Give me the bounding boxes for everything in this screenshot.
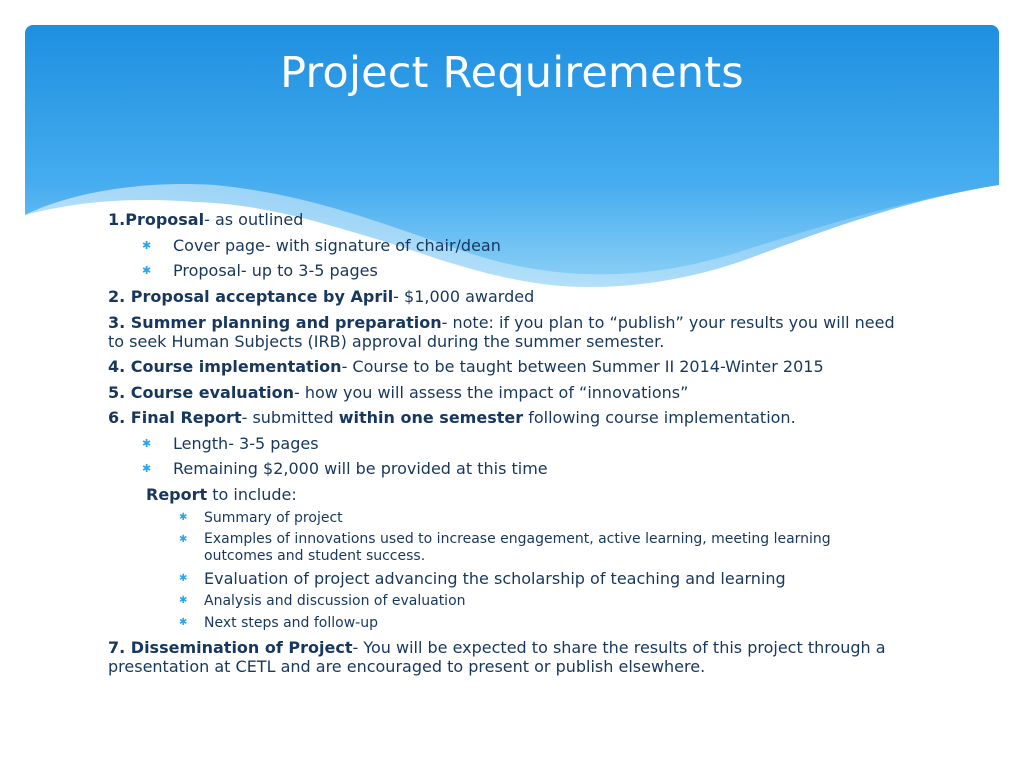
item-heading: 5. Course evaluation bbox=[108, 382, 295, 402]
item-text: - note: if you plan to “publish” your results you will need to seek Human Subjects (IRB) approval during the summer semester. bbox=[108, 313, 895, 351]
item-heading: 7. Dissemination of Project bbox=[108, 638, 353, 657]
requirements-list bbox=[108, 207, 908, 679]
sub-item-text: Examples of innovations used to increase engagement, active learning, meeting learning outcomes and student success. bbox=[204, 531, 831, 564]
sub-item-text: Analysis and discussion of evaluation bbox=[204, 593, 466, 609]
item-final-report bbox=[108, 405, 908, 431]
sub-item bbox=[108, 456, 908, 482]
item-dissemination bbox=[108, 638, 908, 676]
report-sub-item bbox=[108, 507, 908, 529]
report-includes-heading bbox=[108, 482, 908, 508]
item-course-implementation bbox=[108, 354, 908, 380]
item-text: - submitted bbox=[241, 408, 339, 427]
item-course-evaluation bbox=[108, 380, 908, 406]
report-sub-item bbox=[108, 568, 908, 590]
asterisk-bullet-icon: ✱ bbox=[179, 595, 188, 606]
sub-item-text: Remaining $2,000 will be provided at this time bbox=[173, 459, 548, 478]
asterisk-bullet-icon: ✱ bbox=[179, 512, 188, 523]
item-acceptance bbox=[108, 284, 908, 310]
asterisk-bullet-icon: ✱ bbox=[179, 534, 188, 545]
item-text: - how you will assess the impact of “innovations” bbox=[294, 382, 689, 402]
sub-item bbox=[108, 258, 908, 284]
item-text: - You will be expected to share the results of this project through a presentation at CETL and are encouraged to present or publish elsewhere. bbox=[108, 638, 886, 676]
report-sub-item bbox=[108, 590, 908, 612]
sub-item-text: Next steps and follow-up bbox=[204, 615, 378, 631]
item-summer-planning bbox=[108, 313, 908, 351]
item-text: - $1,000 awarded bbox=[393, 286, 535, 306]
asterisk-bullet-icon: ✱ bbox=[142, 462, 152, 475]
item-heading: Report bbox=[146, 484, 208, 504]
slide-title: Project Requirements bbox=[280, 48, 744, 98]
item-text: - as outlined bbox=[204, 210, 304, 229]
sub-item bbox=[108, 431, 908, 457]
item-heading: 6. Final Report bbox=[108, 408, 242, 427]
sub-item-text: Summary of project bbox=[204, 510, 343, 526]
item-proposal bbox=[108, 207, 908, 233]
sub-item-text: Cover page- with signature of chair/dean bbox=[173, 235, 501, 255]
item-heading: 1.Proposal bbox=[108, 210, 205, 229]
item-emphasis: within one semester bbox=[338, 408, 524, 427]
item-heading: 4. Course implementation bbox=[108, 357, 342, 376]
asterisk-bullet-icon: ✱ bbox=[142, 264, 152, 277]
item-heading: 3. Summer planning and preparation bbox=[108, 313, 442, 332]
item-text: - Course to be taught between Summer II 2014-Winter 2015 bbox=[341, 357, 824, 376]
asterisk-bullet-icon: ✱ bbox=[179, 573, 188, 584]
asterisk-bullet-icon: ✱ bbox=[142, 436, 152, 450]
sub-item bbox=[108, 233, 908, 259]
sub-item-text: Length- 3-5 pages bbox=[173, 433, 319, 453]
asterisk-bullet-icon: ✱ bbox=[142, 238, 152, 252]
sub-item-text: Proposal- up to 3-5 pages bbox=[173, 261, 378, 280]
report-sub-item bbox=[108, 529, 894, 568]
item-heading: 2. Proposal acceptance by April bbox=[108, 286, 394, 306]
item-text: following course implementation. bbox=[523, 408, 796, 427]
asterisk-bullet-icon: ✱ bbox=[179, 617, 188, 628]
item-text: to include: bbox=[207, 484, 297, 504]
sub-item-text: Evaluation of project advancing the scholarship of teaching and learning bbox=[204, 569, 786, 588]
report-sub-item bbox=[108, 612, 908, 634]
